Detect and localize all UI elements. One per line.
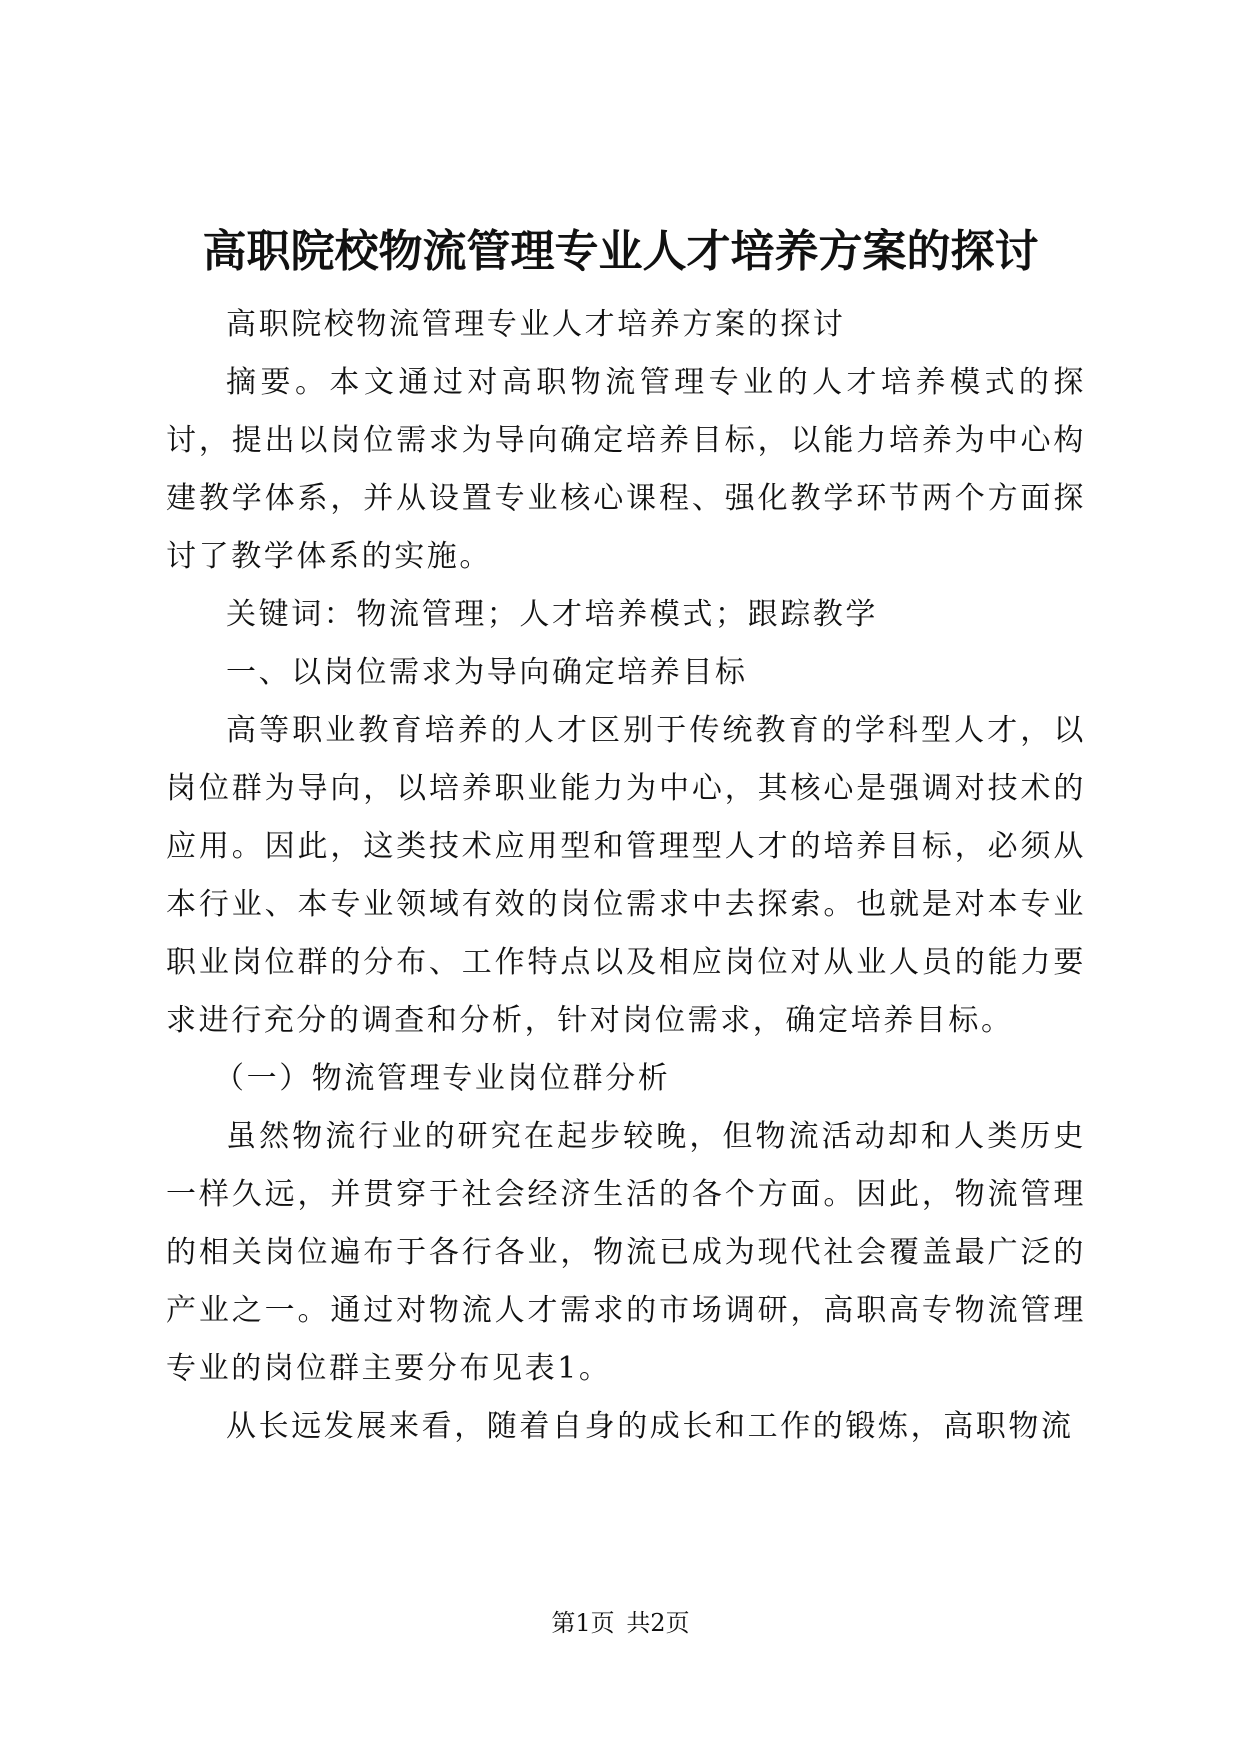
subsection-heading-1: （一）物流管理专业岗位群分析 [214,1061,671,1096]
page-total: 共2页 [626,1609,690,1637]
page-number: 第1页 [551,1609,615,1637]
page-footer [0,1606,1241,1640]
paragraph-body-1: 高等职业教育培养的人才区别于传统教育的学科型人才，以岗位群为导向，以培养职业能力为中心，其核心是强调对技术的应用。因此，这类技术应用型和管理型人才的培养目标，必须从本行业、本专业领域有效的岗位需求中去探索。也就是对本专业职业岗位群的分布、工作特点以及相应岗位对从业人员的能力要求进行充分的调查和分析，针对岗位需求，确定培养目标。 [166,713,1086,1038]
document-title: 高职院校物流管理专业人才培养方案的探讨 [202,226,1039,277]
section-heading-1: 一、以岗位需求为导向确定培养目标 [226,655,748,690]
document-body [166,296,1086,1456]
paragraph-keywords: 关键词：物流管理；人才培养模式；跟踪教学 [226,597,878,632]
paragraph-body-3: 从长远发展来看，随着自身的成长和工作的锻炼，高职物流 [226,1409,1074,1444]
paragraph-body-2: 虽然物流行业的研究在起步较晚，但物流活动却和人类历史一样久远，并贯穿于社会经济生活的各个方面。因此，物流管理的相关岗位遍布于各行各业，物流已成为现代社会覆盖最广泛的产业之一。通过对物流人才需求的市场调研，高职高专物流管理专业的岗位群主要分布见表1。 [166,1119,1086,1386]
paragraph-abstract: 摘要。本文通过对高职物流管理专业的人才培养模式的探讨，提出以岗位需求为导向确定培养目标，以能力培养为中心构建教学体系，并从设置专业核心课程、强化教学环节两个方面探讨了教学体系的实施。 [166,365,1086,574]
paragraph-subtitle: 高职院校物流管理专业人才培养方案的探讨 [226,307,846,342]
